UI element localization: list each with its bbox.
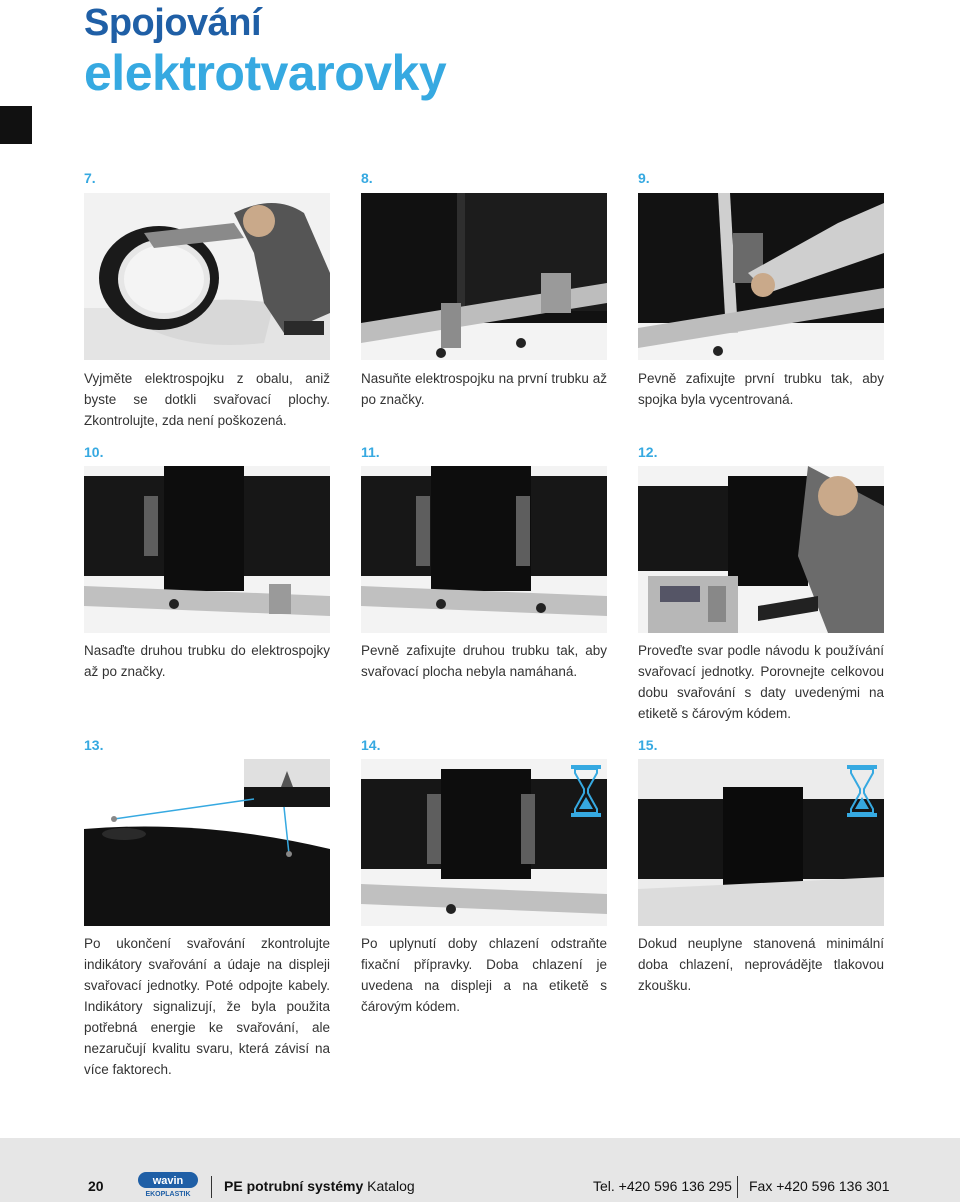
wavin-logo — [138, 1172, 198, 1198]
step-number-15: 15. — [638, 737, 658, 753]
photo-welding-unit — [638, 466, 884, 633]
step-caption-11: Pevně zafixujte druhou trubku tak, aby svařovací plocha nebyla namáhaná. — [361, 643, 607, 679]
page-footer — [0, 1138, 960, 1202]
step-number-13: 13. — [84, 737, 104, 753]
step-caption-12: Proveďte svar podle návodu k používání svařovací jednotky. Porovnejte celkovou dobu svařování s daty uvedenými na etiketě s čárovým kódem. — [638, 643, 884, 721]
photo-pipe-with-coupler — [361, 193, 607, 360]
photo-inserting-second-pipe — [84, 466, 330, 633]
page-title-line1: Spojování — [84, 2, 262, 44]
photo-fixing-first-pipe — [638, 193, 884, 360]
page-number: 20 — [88, 1178, 104, 1194]
step-caption-15: Dokud neuplyne stanovená minimální doba chlazení, neprovádějte tlakovou zkoušku. — [638, 936, 884, 993]
step-caption-8: Nasuňte elektrospojku na první trubku až po značky. — [361, 371, 607, 407]
step-caption-7: Vyjměte elektrospojku z obalu, aniž byste se dotkli svařovací plochy. Zkontrolujte, zda není poškozená. — [84, 371, 330, 428]
photo-fixing-second-pipe — [361, 466, 607, 633]
hourglass-icon — [847, 765, 877, 817]
step-number-8: 8. — [361, 170, 373, 186]
hourglass-icon — [571, 765, 601, 817]
footer-divider — [737, 1176, 738, 1198]
step-number-10: 10. — [84, 444, 104, 460]
step-caption-9: Pevně zafixujte první trubku tak, aby spojka byla vycentrovaná. — [638, 371, 884, 407]
step-number-7: 7. — [84, 170, 96, 186]
step-number-14: 14. — [361, 737, 381, 753]
step-caption-10: Nasaďte druhou trubku do elektrospojky až po značky. — [84, 643, 330, 679]
footer-product-title: PE potrubní systémy Katalog — [224, 1178, 415, 1194]
step-caption-13: Po ukončení svařování zkontrolujte indikátory svařování a údaje na displeji svařovací jednotky. Poté odpojte kabely. Indikátory signalizují, že byla použita potřebná energie ke svařování, ale nezaručují kvalitu svaru, která závisí na více faktorech. — [84, 936, 330, 1077]
svg-text:wavin: wavin — [152, 1175, 184, 1187]
page-title-line2: elektrotvarovky — [84, 45, 447, 101]
step-number-11: 11. — [361, 444, 380, 460]
svg-text:EKOPLASTIK: EKOPLASTIK — [145, 1191, 191, 1198]
footer-telephone: Tel. +420 596 136 295 — [593, 1178, 732, 1194]
footer-divider — [211, 1176, 212, 1198]
footer-fax: Fax +420 596 136 301 — [749, 1178, 890, 1194]
section-tab-marker — [0, 106, 32, 144]
step-number-9: 9. — [638, 170, 650, 186]
photo-weld-indicators — [84, 759, 330, 926]
step-number-12: 12. — [638, 444, 658, 460]
step-caption-14: Po uplynutí doby chlazení odstraňte fixační přípravky. Doba chlazení je uvedena na displeji a na etiketě s čárovým kódem. — [361, 936, 607, 1014]
photo-unpacking-coupler — [84, 193, 330, 360]
